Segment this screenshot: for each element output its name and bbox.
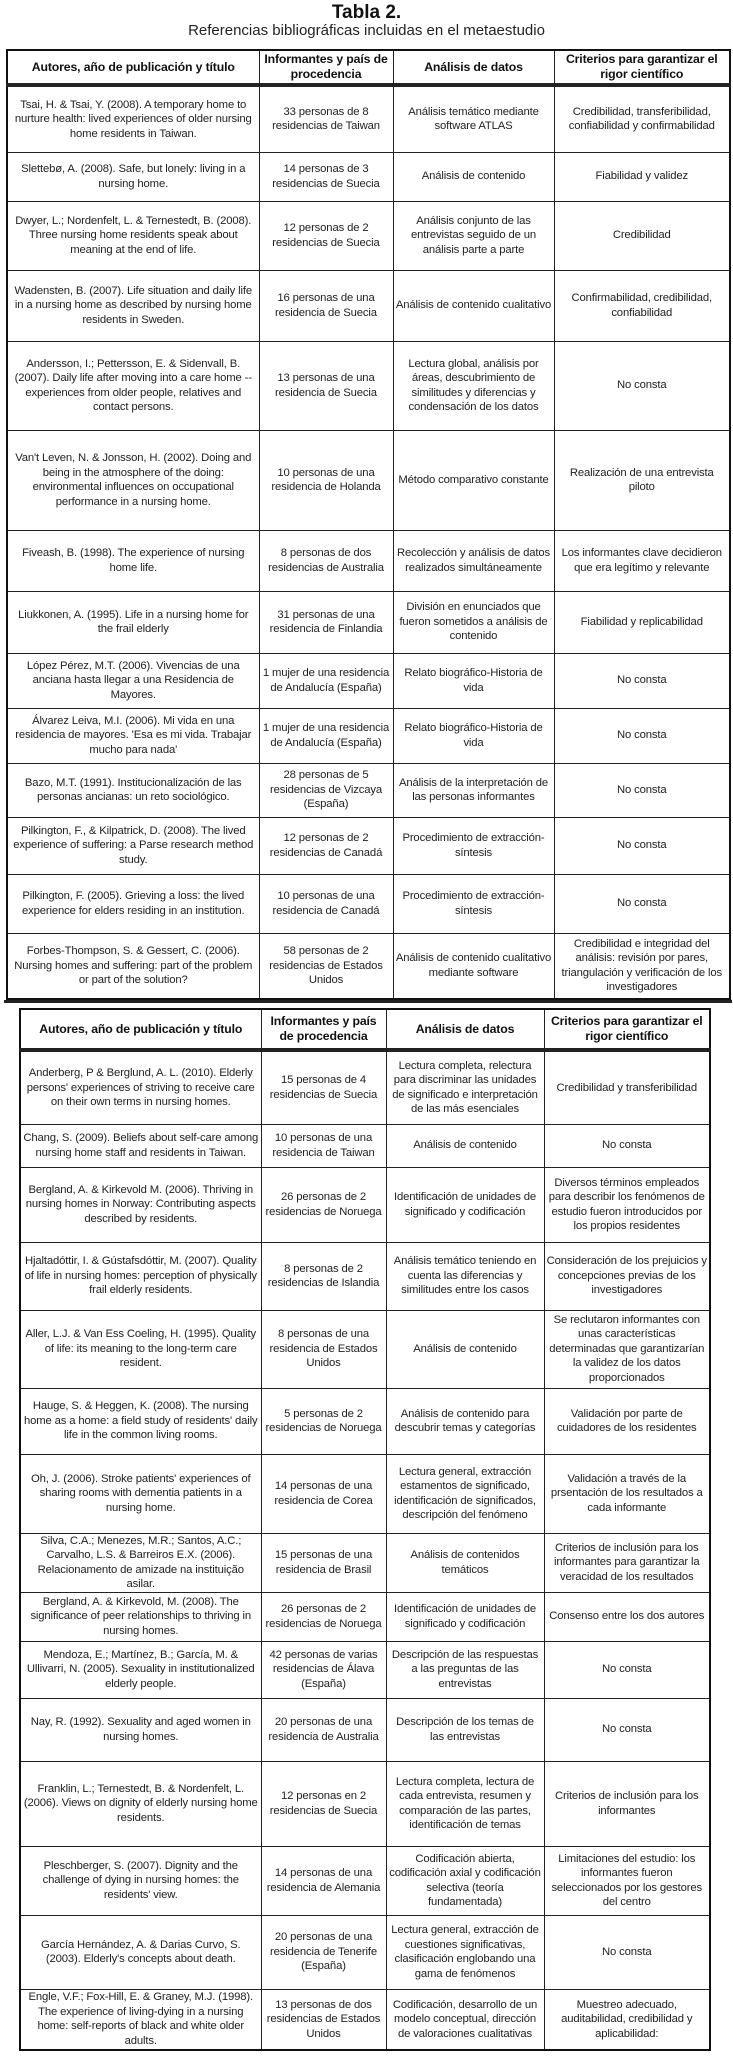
table-row [7,270,730,341]
criteria-cell: Muestreo adecuado, auditabilidad, credibilidad y aplicabilidad: [544,1989,710,2050]
criteria-cell: No consta [554,874,730,933]
table-row [20,1050,710,1124]
analysis-cell: Análisis de contenido [393,152,554,201]
authors-cell: Andersson, I.; Pettersson, E. & Sidenvall, B. (2007). Daily life after moving into a care home -- experiences from older people, relatives and contact persons. [7,341,259,430]
authors-cell: Bergland, A. & Kirkevold, M. (2008). The significance of peer relationships to thriving in nursing homes. [20,1592,261,1641]
informants-cell: 12 personas de 2 residencias de Canadá [259,817,393,874]
authors-cell: Hauge, S. & Heggen, K. (2008). The nursing home as a home: a field study of residents' daily life in the common living rooms. [20,1388,261,1454]
informants-cell: 8 personas de una residencia de Estados Unidos [261,1310,386,1388]
criteria-cell: Limitaciones del estudio: los informantes fueron seleccionados por los gestores del centro [544,1846,710,1915]
table-row [20,1388,710,1454]
informants-cell: 14 personas de 3 residencias de Suecia [259,152,393,201]
criteria-cell: No consta [544,1641,710,1698]
informants-cell: 33 personas de 8 residencias de Taiwan [259,85,393,152]
analysis-cell: Identificación de unidades de significado y codificación [386,1167,544,1242]
authors-cell: Pilkington, F. (2005). Grieving a loss: the lived experience for elders residing in an institution. [7,874,259,933]
header-row [7,50,730,85]
table-title: Tabla 2. [331,2,402,23]
authors-cell: Engle, V.F.; Fox-Hill, E. & Graney, M.J. (1998). The experience of living-dying in a nursing home: self-reports of black and white older adults. [20,1989,261,2050]
analysis-cell: Método comparativo constante [393,430,554,530]
table-row [7,708,730,763]
authors-cell: Bergland, A. & Kirkevold M. (2006). Thriving in nursing homes in Norway: Contributing aspects described by residents. [20,1167,261,1242]
table-row [20,1242,710,1310]
authors-cell: Silva, C.A.; Menezes, M.R.; Santos, A.C.; Carvalho, L.S. & Barreiros E.X. (2006). Relacionamento de amizade na instituição asilar. [20,1533,261,1592]
header-informants: Informantes y país de procedencia [261,1009,386,1050]
authors-cell: Álvarez Leiva, M.I. (2006). Mi vida en una residencia de mayores. 'Esa es mi vida. Trabajar mucho para nada' [7,708,259,763]
references-table-part-2 [19,1008,711,2051]
authors-cell: Wadensten, B. (2007). Life situation and daily life in a nursing home as described by nursing home residents in Sweden. [7,270,259,341]
table-row [20,1761,710,1846]
header-authors: Autores, año de publicación y título [20,1009,261,1050]
analysis-cell: Análisis temático mediante software ATLAS [393,85,554,152]
informants-cell: 58 personas de 2 residencias de Estados Unidos [259,933,393,999]
analysis-cell: Recolección y análisis de datos realizados simultáneamente [393,530,554,591]
criteria-cell: No consta [554,763,730,817]
criteria-cell: No consta [544,1124,710,1167]
informants-cell: 31 personas de una residencia de Finlandia [259,591,393,653]
informants-cell: 13 personas de una residencia de Suecia [259,341,393,430]
table-row [7,763,730,817]
analysis-cell: Codificación abierta, codificación axial y codificación selectiva (teoría fundamentada) [386,1846,544,1915]
criteria-cell: No consta [554,341,730,430]
criteria-cell: Se reclutaron informantes con unas características determinadas que garantizarían la validez de los datos proporcionados [544,1310,710,1388]
analysis-cell: Análisis de contenido para descubrir temas y categorías [386,1388,544,1454]
informants-cell: 8 personas de 2 residencias de Islandia [261,1242,386,1310]
table-row [7,874,730,933]
criteria-cell: Credibilidad, transferibilidad, confiabilidad y confirmabilidad [554,85,730,152]
table-row [7,933,730,999]
analysis-cell: Relato biográfico-Historia de vida [393,653,554,708]
criteria-cell: Confirmabilidad, credibilidad, confiabilidad [554,270,730,341]
analysis-cell: Lectura general, extracción estamentos de significado, identificación de significados, descripción del fenómeno [386,1454,544,1533]
informants-cell: 26 personas de 2 residencias de Noruega [261,1592,386,1641]
table-row [20,1989,710,2050]
informants-cell: 10 personas de una residencia de Canadá [259,874,393,933]
criteria-cell: Validación a través de la prsentación de los resultados a cada informante [544,1454,710,1533]
analysis-cell: Análisis de contenido cualitativo mediante software [393,933,554,999]
informants-cell: 26 personas de 2 residencias de Noruega [261,1167,386,1242]
criteria-cell: No consta [544,1698,710,1761]
references-table-part-1 [6,49,731,1000]
authors-cell: Pleschberger, S. (2007). Dignity and the challenge of dying in nursing homes: the residents' view. [20,1846,261,1915]
authors-cell: Anderberg, P & Berglund, A. L. (2010). Elderly persons' experiences of striving to receive care on their own terms in nursing homes. [20,1050,261,1124]
authors-cell: Nay, R. (1992). Sexuality and aged women in nursing homes. [20,1698,261,1761]
authors-cell: Franklin, L.; Ternestedt, B. & Nordenfelt, L. (2006). Views on dignity of elderly nursing home residents. [20,1761,261,1846]
criteria-cell: Consideración de los prejuicios y concepciones previas de los investigadores [544,1242,710,1310]
analysis-cell: Análisis de contenido cualitativo [393,270,554,341]
table-row [7,530,730,591]
header-row [20,1009,710,1050]
criteria-cell: No consta [554,817,730,874]
table-row [20,1846,710,1915]
criteria-cell: Diversos términos empleados para describir los fenómenos de estudio fueron introducidos por los propios residentes [544,1167,710,1242]
criteria-cell: Criterios de inclusión para los informantes [544,1761,710,1846]
informants-cell: 13 personas de dos residencias de Estados Unidos [261,1989,386,2050]
table-row [7,201,730,270]
analysis-cell: Lectura global, análisis por áreas, descubrimiento de similitudes y diferencias y condensación de los datos [393,341,554,430]
table-row [20,1533,710,1592]
analysis-cell: Relato biográfico-Historia de vida [393,708,554,763]
authors-cell: Aller, L.J. & Van Ess Coeling, H. (1995). Quality of life: its meaning to the long-term care resident. [20,1310,261,1388]
authors-cell: Bazo, M.T. (1991). Institucionalización de las personas ancianas: un reto sociológico. [7,763,259,817]
criteria-cell: Consenso entre los dos autores [544,1592,710,1641]
criteria-cell: Validación por parte de cuidadores de los residentes [544,1388,710,1454]
table-row [7,591,730,653]
table-row [7,341,730,430]
analysis-cell: Codificación, desarrollo de un modelo conceptual, dirección de valoraciones cualitativas [386,1989,544,2050]
analysis-cell: División en enunciados que fueron sometidos a análisis de contenido [393,591,554,653]
criteria-cell: No consta [554,653,730,708]
analysis-cell: Procedimiento de extracción-síntesis [393,817,554,874]
criteria-cell: Criterios de inclusión para los informantes para garantizar la veracidad de los resultados [544,1533,710,1592]
criteria-cell: No consta [554,708,730,763]
header-criteria: Criterios para garantizar el rigor científico [554,50,730,85]
authors-cell: Dwyer, L.; Nordenfelt, L. & Ternestedt, B. (2008). Three nursing home residents speak about meaning at the end of life. [7,201,259,270]
criteria-cell: Credibilidad y transferibilidad [544,1050,710,1124]
authors-cell: López Pérez, M.T. (2006). Vivencias de una anciana hasta llegar a una Residencia de Mayores. [7,653,259,708]
informants-cell: 15 personas de una residencia de Brasil [261,1533,386,1592]
header-authors: Autores, año de publicación y título [7,50,259,85]
authors-cell: Slettebø, A. (2008). Safe, but lonely: living in a nursing home. [7,152,259,201]
criteria-cell: Realización de una entrevista piloto [554,430,730,530]
authors-cell: Oh, J. (2006). Stroke patients' experiences of sharing rooms with dementia patients in a nursing home. [20,1454,261,1533]
header-informants: Informantes y país de procedencia [259,50,393,85]
authors-cell: Chang, S. (2009). Beliefs about self-care among nursing home staff and residents in Taiwan. [20,1124,261,1167]
header-analysis: Análisis de datos [386,1009,544,1050]
analysis-cell: Procedimiento de extracción-síntesis [393,874,554,933]
authors-cell: Mendoza, E.; Martínez, B.; García, M. & Ullivarri, N. (2005). Sexuality in institutionalized elderly people. [20,1641,261,1698]
criteria-cell: No consta [544,1915,710,1989]
table-row [20,1641,710,1698]
criteria-cell: Credibilidad e integridad del análisis: revisión por pares, triangulación y verificación de los investigadores [554,933,730,999]
table-subtitle: Referencias bibliográficas incluidas en el metaestudio [188,22,545,39]
table-row [20,1124,710,1167]
header-criteria: Criterios para garantizar el rigor científico [544,1009,710,1050]
criteria-cell: Fiabilidad y replicabilidad [554,591,730,653]
analysis-cell: Análisis conjunto de las entrevistas seguido de un análisis parte a parte [393,201,554,270]
authors-cell: Hjaltadóttir, I. & Gústafsdóttir, M. (2007). Quality of life in nursing homes: perception of physically frail elderly residents. [20,1242,261,1310]
informants-cell: 10 personas de una residencia de Holanda [259,430,393,530]
analysis-cell: Análisis de contenido [386,1310,544,1388]
analysis-cell: Lectura completa, relectura para discriminar las unidades de significado e interpretación de las más esenciales [386,1050,544,1124]
table-row [7,430,730,530]
table-row [20,1698,710,1761]
criteria-cell: Credibilidad [554,201,730,270]
analysis-cell: Descripción de los temas de las entrevistas [386,1698,544,1761]
table-row [20,1915,710,1989]
analysis-cell: Lectura general, extracción de cuestiones significativas, clasificación englobando una gama de fenómenos [386,1915,544,1989]
informants-cell: 20 personas de una residencia de Australia [261,1698,386,1761]
informants-cell: 1 mujer de una residencia de Andalucía (España) [259,708,393,763]
informants-cell: 10 personas de una residencia de Taiwan [261,1124,386,1167]
analysis-cell: Descripción de las respuestas a las preguntas de las entrevistas [386,1641,544,1698]
table-row [20,1167,710,1242]
divider [4,1000,732,1003]
table-row [7,152,730,201]
informants-cell: 42 personas de varias residencias de Álava (España) [261,1641,386,1698]
analysis-cell: Análisis de contenidos temáticos [386,1533,544,1592]
authors-cell: Pilkington, F., & Kilpatrick, D. (2008). The lived experience of suffering: a Parse research method study. [7,817,259,874]
informants-cell: 14 personas de una residencia de Alemania [261,1846,386,1915]
informants-cell: 14 personas de una residencia de Corea [261,1454,386,1533]
table-row [7,817,730,874]
table-row [7,653,730,708]
criteria-cell: Fiabilidad y validez [554,152,730,201]
informants-cell: 12 personas en 2 residencias de Suecia [261,1761,386,1846]
criteria-cell: Los informantes clave decidieron que era legítimo y relevante [554,530,730,591]
authors-cell: Forbes-Thompson, S. & Gessert, C. (2006). Nursing homes and suffering: part of the problem or part of the solution? [7,933,259,999]
informants-cell: 12 personas de 2 residencias de Suecia [259,201,393,270]
analysis-cell: Análisis de contenido [386,1124,544,1167]
informants-cell: 5 personas de 2 residencias de Noruega [261,1388,386,1454]
table-row [7,85,730,152]
informants-cell: 16 personas de una residencia de Suecia [259,270,393,341]
header-analysis: Análisis de datos [393,50,554,85]
table-row [20,1592,710,1641]
authors-cell: Liukkonen, A. (1995). Life in a nursing home for the frail elderly [7,591,259,653]
informants-cell: 1 mujer de una residencia de Andalucía (España) [259,653,393,708]
authors-cell: Van't Leven, N. & Jonsson, H. (2002). Doing and being in the atmosphere of the doing: environmental influences on occupational performance in a nursing home. [7,430,259,530]
informants-cell: 15 personas de 4 residencias de Suecia [261,1050,386,1124]
authors-cell: García Hernández, A. & Darias Curvo, S. (2003). Elderly's concepts about death. [20,1915,261,1989]
informants-cell: 28 personas de 5 residencias de Vizcaya (España) [259,763,393,817]
analysis-cell: Análisis de la interpretación de las personas informantes [393,763,554,817]
informants-cell: 8 personas de dos residencias de Australia [259,530,393,591]
authors-cell: Tsai, H. & Tsai, Y. (2008). A temporary home to nurture health: lived experiences of older nursing home residents in Taiwan. [7,85,259,152]
table-row [20,1454,710,1533]
authors-cell: Fiveash, B. (1998). The experience of nursing home life. [7,530,259,591]
analysis-cell: Lectura completa, lectura de cada entrevista, resumen y comparación de las partes, identificación de temas [386,1761,544,1846]
analysis-cell: Análisis temático teniendo en cuenta las diferencias y similitudes entre los casos [386,1242,544,1310]
informants-cell: 20 personas de una residencia de Tenerife (España) [261,1915,386,1989]
analysis-cell: Identificación de unidades de significado y codificación [386,1592,544,1641]
table-row [20,1310,710,1388]
